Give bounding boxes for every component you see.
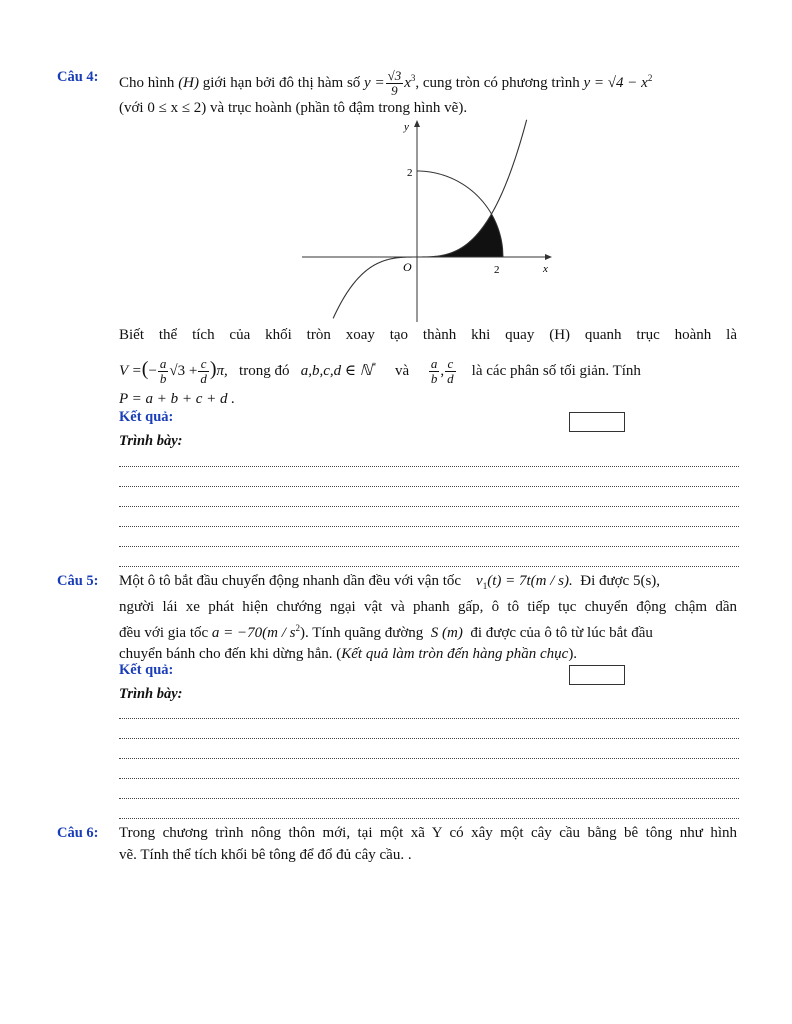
question-4-line-2: (với 0 ≤ x ≤ 2) và trục hoành (phần tô đậm trong hình vẽ). [119, 100, 468, 116]
question-5-answer-box[interactable] [569, 665, 625, 685]
question-4-label: Câu 4: [57, 69, 99, 85]
question-5-line-2: người lái xe phát hiện chướng ngại vật và phanh gấp, ô tô tiếp tục chuyển động chậm dần [119, 599, 737, 615]
question-5-work-label: Trình bày: [119, 686, 183, 702]
fraction-sqrt3-over-9: $\frac{√3}{9}$ [387, 68, 402, 99]
function-graph [296, 114, 560, 328]
question-5-line-4: chuyển bánh cho đến khi dừng hẳn. (Kết quả làm tròn đến hàng phần chục). [119, 646, 578, 662]
x-axis-label: x [543, 263, 548, 275]
question-4-result-label: Kết quả: [119, 409, 174, 425]
origin-label: O [403, 260, 412, 274]
question-5-label: Câu 5: [57, 573, 99, 589]
answer-line[interactable] [119, 708, 739, 719]
question-4-answer-box[interactable] [569, 412, 625, 432]
question-6-line-1: Trong chương trình nông thôn mới, tại một xã Y có xây một cây cầu bằng bê tông như hình [119, 825, 737, 841]
answer-line[interactable] [119, 456, 739, 467]
answer-line[interactable] [119, 808, 739, 819]
question-5-line-3: đều với gia tốc $a = -70(m / s^2)$. Tính quãng đường S (m) đi được của ô tô từ lúc bắt đầu [119, 623, 653, 641]
x-tick-2: 2 [494, 264, 500, 276]
question-5-line-1: Một ô tô bắt đầu chuyển động nhanh dần đều với vận tốc $v_1(t) = 7t(m / s)$. Đi được 5(s), [119, 573, 661, 591]
answer-line[interactable] [119, 728, 739, 739]
answer-line[interactable] [119, 476, 739, 487]
answer-line[interactable] [119, 556, 739, 567]
answer-line[interactable] [119, 536, 739, 547]
shaded-region-H [417, 214, 503, 257]
question-6-line-2: vẽ. Tính thể tích khối bê tông để đổ đủ cây cầu. . [119, 847, 412, 863]
y-axis-arrow [414, 120, 420, 127]
question-4-paragraph-2: V =(− $\frac{a}{b}$ √3 + $\frac{c}{d}$ )π, trong đó a,b,c,d ∈ ℕ* và $\frac{a}{b}$ , $\frac{c}{d}$ là các phân số tối giản. Tính [119, 356, 641, 387]
y-tick-2: 2 [407, 167, 413, 179]
question-4-line-1: Cho hình (H) giới hạn bởi đô thị hàm số y = $\frac{√3}{9}$ $x^3$, cung tròn có phương trình $y = √4 - x^2$ [119, 68, 653, 99]
answer-line[interactable] [119, 768, 739, 779]
answer-line[interactable] [119, 748, 739, 759]
cubic-curve [333, 120, 527, 319]
question-4-work-label: Trình bày: [119, 433, 183, 449]
question-4-paragraph-3: P = a + b + c + d . [119, 391, 236, 407]
question-5-result-label: Kết quả: [119, 662, 174, 678]
x-axis-arrow [545, 254, 552, 260]
question-4-paragraph-1: Biết thể tích của khối tròn xoay tạo thành khi quay (H) quanh trục hoành là [119, 327, 737, 343]
y-axis-label: y [404, 121, 409, 133]
question-6-label: Câu 6: [57, 825, 99, 841]
answer-line[interactable] [119, 496, 739, 507]
answer-line[interactable] [119, 516, 739, 527]
answer-line[interactable] [119, 788, 739, 799]
